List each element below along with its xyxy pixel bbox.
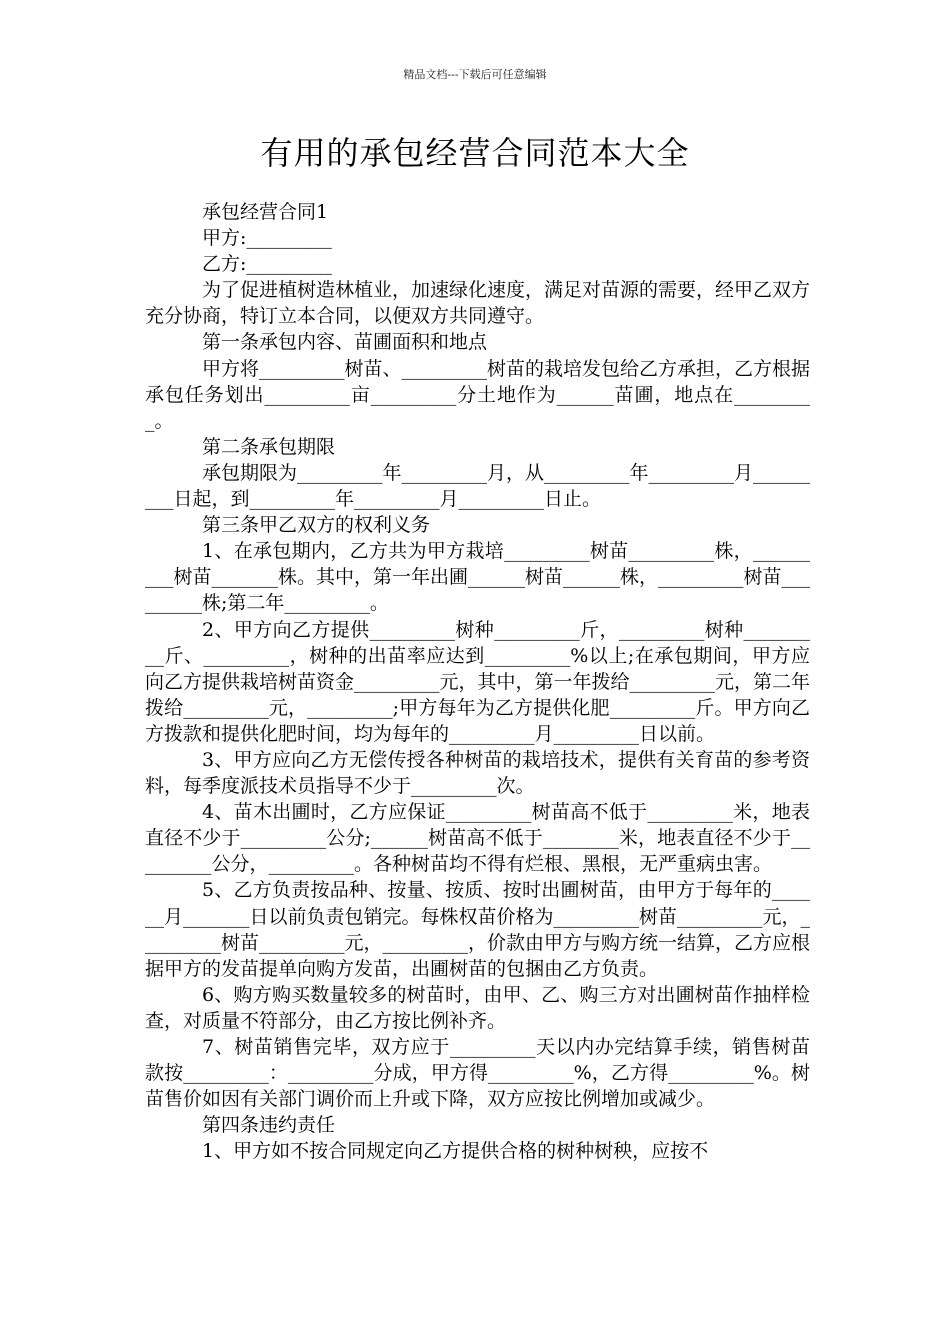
document-body xyxy=(145,199,810,1164)
article-1-paragraph: 甲方将_________树苗、_________树苗的栽培发包给乙方承担，乙方根据承包任务划出_________亩_________分土地作为______苗圃，地点在_________。 xyxy=(145,357,811,432)
document-title: 有用的承包经营合同范本大全 xyxy=(260,134,690,172)
article-3-clause-3: 3、甲方应向乙方无偿传授各种树苗的栽培技术，提供有关育苗的参考资料，每季度派技术员指导不少于_________次。 xyxy=(145,748,810,798)
article-3-clause-2: 2、甲方向乙方提供_________树种_________斤，_________树种_________斤、_________，树种的出苗率应达到_________%以上;在承包期间，甲方应向乙方提供栽培树苗资金_________元，其中，第一年拨给_________元，第二年拨给_________元，_________;甲方每年为乙方提供化肥_________斤。甲方向乙方拨款和提供化肥时间，均为每年的_________月_________日以前。 xyxy=(145,618,811,745)
article-2-heading: 第二条承包期限 xyxy=(202,435,336,458)
article-4-clause-1: 1、甲方如不按合同规定向乙方提供合格的树种树秧，应按不 xyxy=(202,1140,709,1163)
article-2-paragraph: 承包期限为_________年_________月，从_________年_________月_________日起，到_________年_________月_________日止。 xyxy=(145,461,811,511)
party-a-line: 甲方:_________ xyxy=(202,227,332,250)
article-1-heading: 第一条承包内容、苗圃面积和地点 xyxy=(202,331,488,354)
article-4-heading: 第四条违约责任 xyxy=(202,1114,336,1137)
page-header-note: 精品文档---下载后可任意编辑 xyxy=(403,68,547,81)
contract-heading: 承包经营合同1 xyxy=(202,201,329,223)
article-3-clause-6: 6、购方购买数量较多的树苗时，由甲、乙、购三方对出圃树苗作抽样检查，对质量不符部分，由乙方按比例补齐。 xyxy=(145,983,810,1032)
article-3-heading: 第三条甲乙双方的权利义务 xyxy=(202,514,431,537)
article-3-clause-7: 7、树苗销售完毕，双方应于_________天以内办完结算手续，销售树苗款按_________：_________分成，甲方得_________%，乙方得_________%。树苗售价如因有关部门调价而上升或下降，双方应按比例增加或减少。 xyxy=(145,1036,810,1111)
preamble-paragraph: 为了促进植树造林植业，加速绿化速度，满足对苗源的需要，经甲乙双方充分协商，特订立本合同，以便双方共同遵守。 xyxy=(145,279,811,328)
article-3-clause-4: 4、苗木出圃时，乙方应保证_________树苗高不低于_________米，地表直径不少于_________公分;______树苗高不低于________米，地表直径不少于_________公分，_________。各种树苗均不得有烂根、黑根，无严重病虫害。 xyxy=(145,801,810,876)
article-3-clause-5: 5、乙方负责按品种、按量、按质、按时出圃树苗，由甲方于每年的______月_______日以前负责包销完。每株权苗价格为_________树苗_________元，_________树苗_________元，_________，价款由甲方与购方统一结算，乙方应根据甲方的发苗提单向购方发苗，出圃树苗的包捆由乙方负责。 xyxy=(145,879,811,980)
party-b-line: 乙方:_________ xyxy=(202,253,332,276)
article-3-clause-1: 1、在承包期内，乙方共为甲方栽培_________树苗_________株，_________树苗_______株。其中，第一年出圃______树苗______株，_________树苗_________株;第二年_________。 xyxy=(145,540,811,615)
